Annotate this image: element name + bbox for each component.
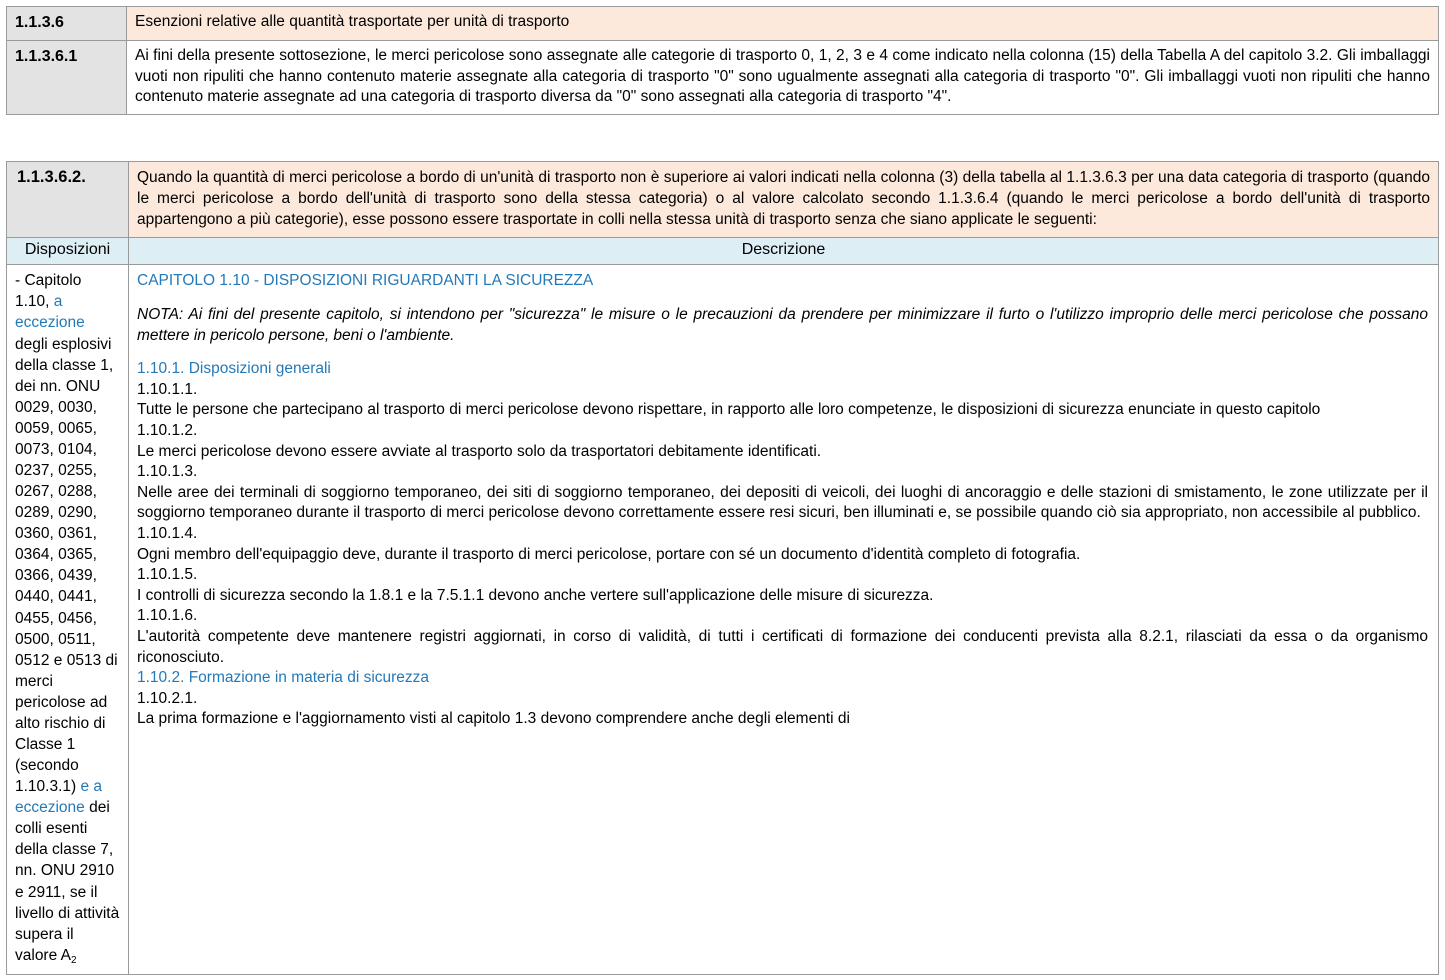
clause-text-11361: Ai fini della presente sottosezione, le merci pericolose sono assegnate alle categorie di trasporto 0, 1, 2, 3 e 4 come indicato nella colonna (15) della Tabella A del capitolo 3.2. Gli imballaggi vuoti non ripuliti che hanno contenuto materie assegnate alla categoria di trasporto "0" sono ugualmente assegnati alla categoria di trasporto "0". Gli imballaggi vuoti non ripuliti che hanno contenuto materie assegnate ad una categoria di trasporto diversa da "0" sono assegnati alla categoria di trasporto "4". xyxy=(127,41,1439,115)
section-1-table xyxy=(6,6,1439,115)
item-text: I controlli di sicurezza secondo la 1.8.1 e la 7.5.1.1 devono anche vertere sull'applicazione delle misure di sicurezza. xyxy=(137,586,934,604)
item-number: 1.10.1.4. xyxy=(137,525,198,542)
chapter-title-110: CAPITOLO 1.10 - DISPOSIZIONI RIGUARDANTI LA SICUREZZA xyxy=(137,272,594,290)
section-2-table xyxy=(6,161,1439,974)
item-text: Tutte le persone che partecipano al trasporto di merci pericolose devono rispettare, in rapporto alle loro competenze, le disposizioni di sicurezza enunciate in questo capitolo xyxy=(137,401,1321,419)
item-text: Nelle aree dei terminali di soggiorno temporaneo, dei siti di soggiorno temporaneo, dei depositi di veicoli, dei luoghi di ancoraggio e delle stazioni di smistamento, le zone utilizzate per il soggiorno temporaneo durante il trasporto di merci pericolose devono correttamente essere resi sicuri, ben illuminati e, se possibile quando ciò sia appropriato, non accessibile al pubblico. xyxy=(137,483,1428,522)
table-header-row xyxy=(7,238,1439,265)
clause-title-1136: Esenzioni relative alle quantità trasportate per unità di trasporto xyxy=(127,7,1439,41)
subscript-a2: 2 xyxy=(71,954,77,966)
paragraph-gap xyxy=(137,292,1428,305)
item-text: La prima formazione e l'aggiornamento visti al capitolo 1.3 devono comprendere anche degli elementi di xyxy=(137,710,850,728)
item-text: Ogni membro dell'equipaggio deve, durante il trasporto di merci pericolose, portare con sé un documento d'identità completo di fotografia. xyxy=(137,545,1081,563)
clause-text-11362: Quando la quantità di merci pericolose a bordo di un'unità di trasporto non è superiore ai valori indicati nella colonna (3) della tabella al 1.1.3.6.3 per una data categoria di trasporto (quando le merci pericolose a bordo dell'unità di trasporto sono della stessa categoria) o al valore calcolato secondo 1.1.3.6.4 (quando le merci pericolose a bordo dell'unità di trasporto appartengono a più categorie), esse possono essere trasportate in colli nella stessa unità di trasporto senza che siano applicate le seguenti: xyxy=(129,162,1439,238)
link-a-eccezione-1[interactable]: a eccezione xyxy=(15,293,85,332)
disposizioni-part1: - Capitolo 1.10, xyxy=(15,272,82,311)
item-number: 1.10.1.5. xyxy=(137,566,198,584)
disposizioni-part3: dei colli esenti della classe 7, nn. ONU 2910 e 2911, se il livello di attività supera il valore A xyxy=(15,799,120,964)
item-number: 1.10.1.6. xyxy=(137,607,198,625)
table-row xyxy=(7,265,1439,975)
section-spacer xyxy=(6,115,1439,161)
paragraph-gap xyxy=(137,346,1428,359)
item-number: 1.10.1.2. xyxy=(137,421,198,439)
column-header-descrizione: Descrizione xyxy=(129,238,1439,265)
nota-paragraph: NOTA: Ai fini del presente capitolo, si intendono per "sicurezza" le misure o le precauzioni da prendere per minimizzare il furto o l'utilizzo improprio delle merci pericolose che possano mettere in pericolo persone, beni o l'ambiente. xyxy=(137,305,1428,344)
table-row xyxy=(7,7,1439,41)
item-text: Le merci pericolose devono essere avviate al trasporto solo da trasportatori debitamente identificati. xyxy=(137,442,822,460)
clause-number-11362: 1.1.3.6.2. xyxy=(7,162,129,238)
disposizioni-part2: degli esplosivi della classe 1, dei nn. ONU 0029, 0030, 0059, 0065, 0073, 0104, 0237, 0255, 0267, 0288, 0289, 0290, 0360, 0361, 0364, 0365, 0366, 0439, 0440, 0441, 0455, 0456, 0500, 0511, 0512 e 0513 di merci pericolose ad alto rischio di Classe 1 (secondo 1.10.3.1) xyxy=(15,335,118,796)
link-a-eccezione-2[interactable]: e a eccezione xyxy=(15,778,103,817)
item-number: 1.10.1.3. xyxy=(137,463,198,481)
subsection-title-1101: 1.10.1. Disposizioni generali xyxy=(137,360,331,378)
disposizioni-cell xyxy=(7,265,129,975)
clause-number-1136: 1.1.3.6 xyxy=(7,7,127,41)
column-header-disposizioni: Disposizioni xyxy=(7,238,129,265)
subsection-title-1102: 1.10.2. Formazione in materia di sicurezza xyxy=(137,669,430,687)
item-text: L'autorità competente deve mantenere registri aggiornati, in corso di validità, di tutti i certificati di formazione dei conducenti prevista alla 8.2.1, rilasciati da essa o da organismo riconosciuto. xyxy=(137,628,1428,666)
disposizioni-paragraph xyxy=(15,270,120,966)
item-number: 1.10.2.1. xyxy=(137,689,198,707)
clause-number-11361: 1.1.3.6.1 xyxy=(7,41,127,115)
item-number: 1.10.1.1. xyxy=(137,380,198,398)
descrizione-cell xyxy=(129,265,1439,975)
table-row xyxy=(7,41,1439,115)
table-row xyxy=(7,162,1439,238)
